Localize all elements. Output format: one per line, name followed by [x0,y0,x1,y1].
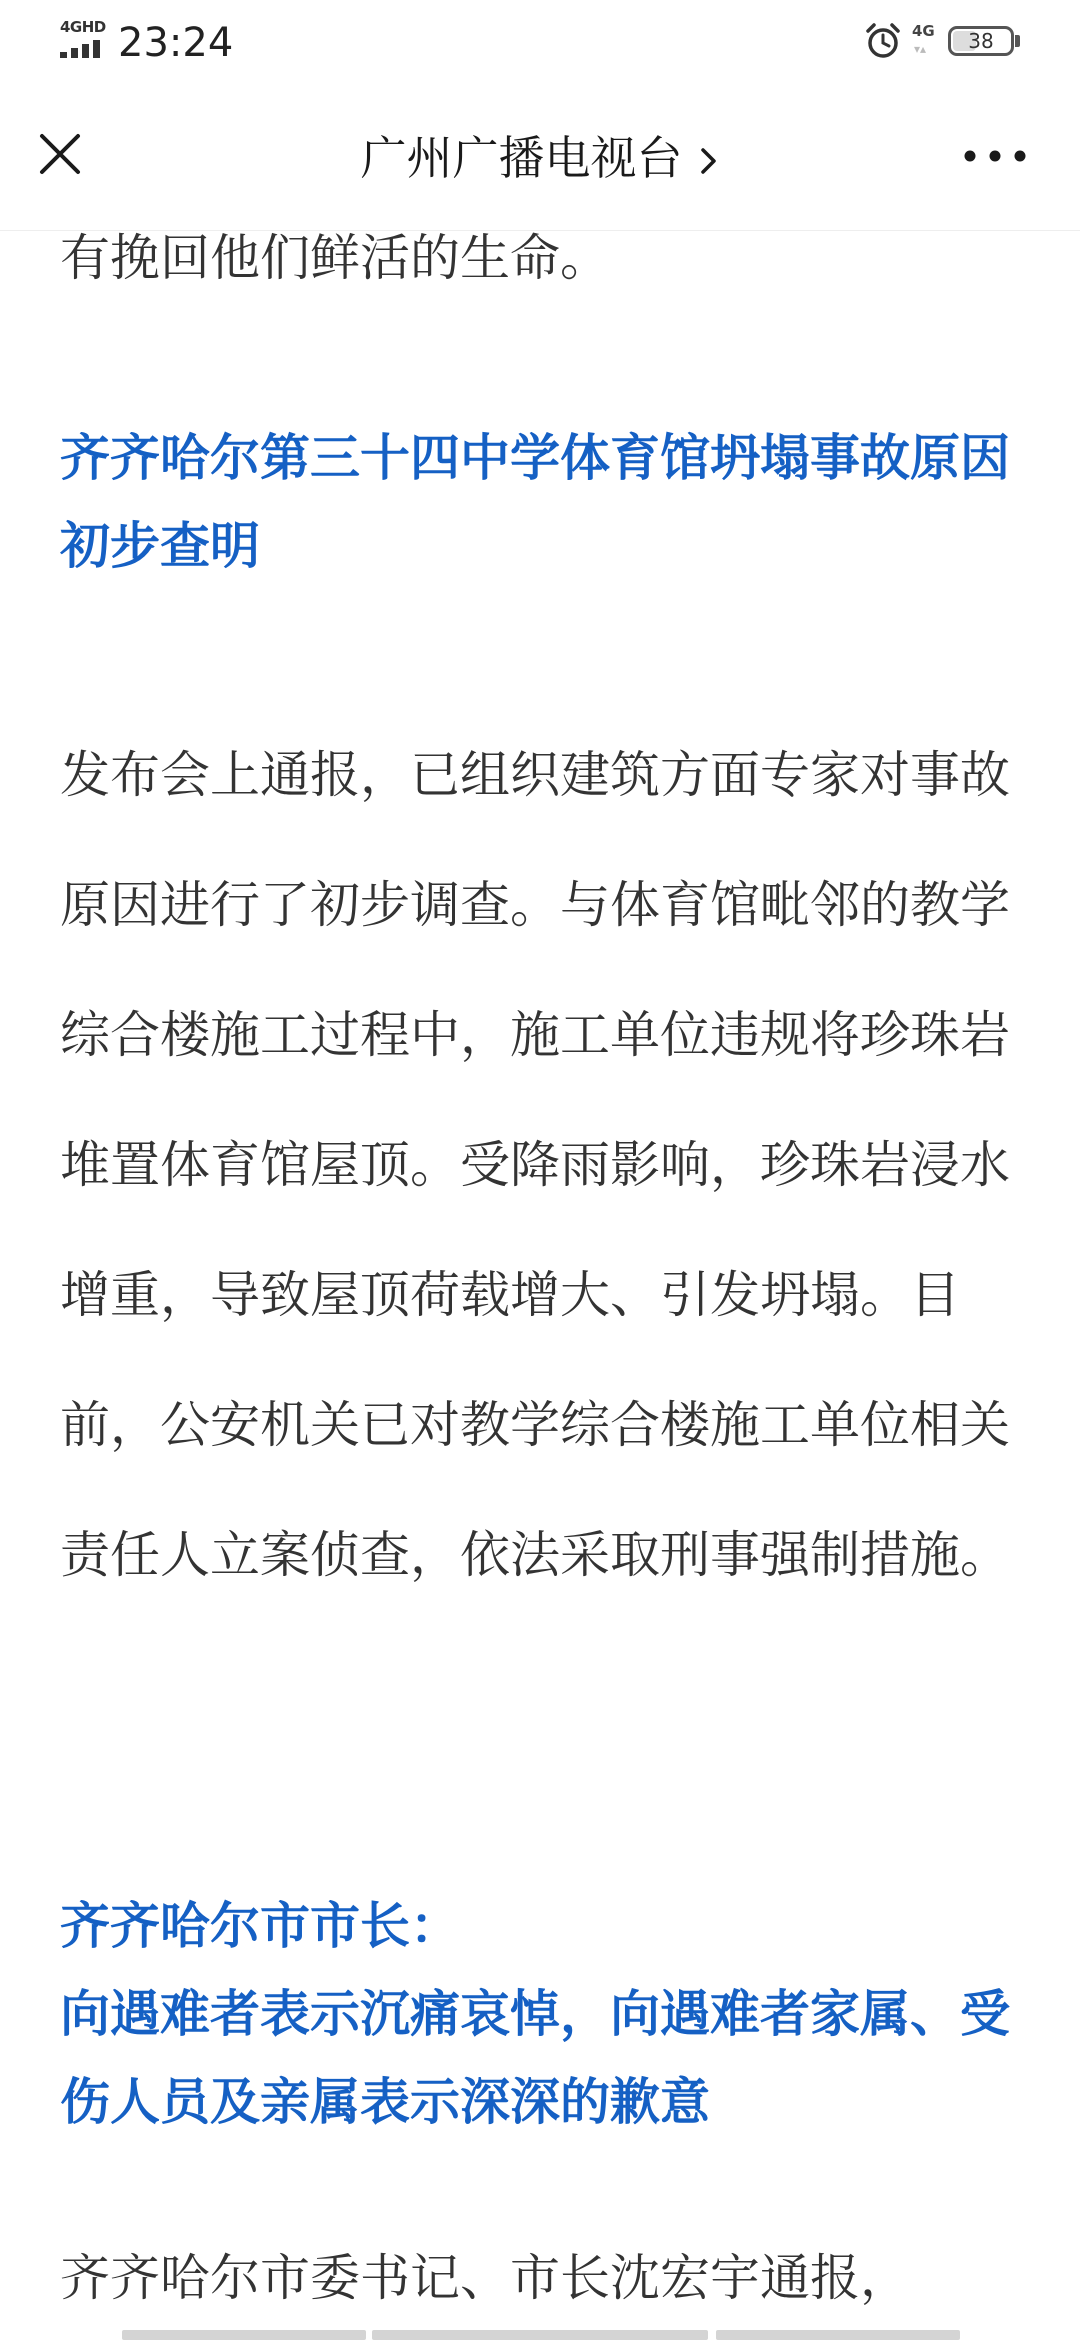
section-heading-cause: 齐齐哈尔第三十四中学体育馆坍塌事故原因初步查明 [60,429,1010,575]
network-type-label: 4GHD [60,18,106,36]
mobile-data-icon [912,22,940,58]
section-heading-mayor [60,1882,1020,2146]
status-time: 23:24 [118,20,234,66]
top-navigation-bar [0,86,1080,231]
previous-paragraph-tail: 有挽回他们鲜活的生命。 [60,230,610,287]
article-paragraph: 发布会上通报，已组织建筑方面专家对事故原因进行了初步调查。与体育馆毗邻的教学综合楼施工过程中，施工单位违规将珍珠岩堆置体育馆屋顶。受降雨影响，珍珠岩浸水增重，导致屋顶荷载增大、引发坍塌。目前，公安机关已对教学综合楼施工单位相关责任人立案侦查，依法采取刑事强制措施。 [60,746,1010,1584]
bottom-toolbar-edge [0,2330,1080,2340]
cellular-signal-icon [60,18,110,62]
close-icon[interactable] [30,124,90,184]
status-bar [0,0,1080,86]
battery-level: 38 [968,29,994,53]
page-title: 广州广播电视台 [360,131,683,185]
chevron-right-icon [698,146,720,176]
alarm-clock-icon [864,22,902,60]
article-paragraph-next: 齐齐哈尔市委书记、市长沈宏宇通报， [60,2250,910,2306]
article-body [60,230,1020,2340]
more-options-icon[interactable] [960,134,1030,178]
signal-bars-icon [60,40,106,58]
battery-icon [948,26,1014,56]
battery-tip [1015,35,1020,47]
mobile-data-label: 4G [912,22,935,40]
section-heading-mayor-statement: 向遇难者表示沉痛哀悼，向遇难者家属、受伤人员及亲属表示深深的歉意 [60,1985,1010,2131]
account-title-link[interactable] [240,126,840,190]
data-arrows-icon: ▾▴ [914,42,927,56]
section-heading-mayor-title: 齐齐哈尔市市长： [60,1897,460,1955]
